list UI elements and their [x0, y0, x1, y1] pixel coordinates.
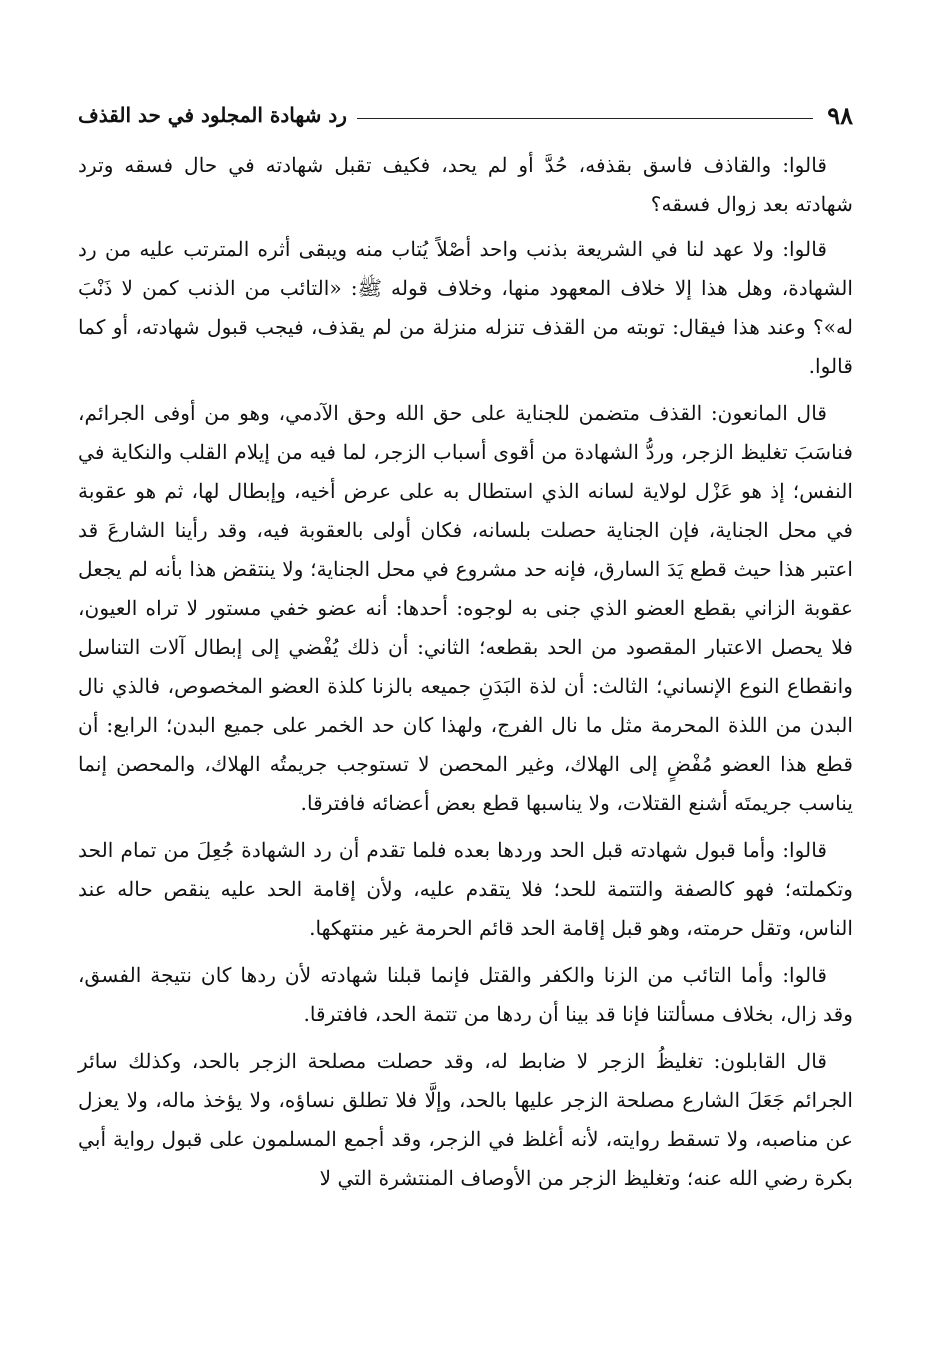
paragraph: قالوا: وأما قبول شهادته قبل الحد وردها بعده فلما تقدم أن رد الشهادة جُعِلَ من تمام الحد وتكملته؛ فهو كالصفة والتتمة للحد؛ فلا يتقدم عليه، ولأن إقامة الحد عليه ينقص حاله عند الناس، وتقل حرمته، وهو قبل إقامة الحد قائم الحرمة غير منتهكها. — [78, 838, 853, 940]
paragraph: قالوا: وأما التائب من الزنا والكفر والقتل فإنما قبلنا شهادته لأن ردها كان نتيجة الفسق، وقد زال، بخلاف مسألتنا فإنا قد بينا أن ردها من تتمة الحد، فافترقا. — [78, 963, 853, 1026]
paragraph: قال المانعون: القذف متضمن للجناية على حق الله وحق الآدمي، وهو من أوفى الجرائم، فناسَبَ تغليظ الزجر، وردُّ الشهادة من أقوى أسباب الزجر، لما فيه من إيلام القلب والنكاية في النفس؛ إذ هو عَزْل لولاية لسانه الذي استطال به على عرض أخيه، وإبطال لها، ثم هو عقوبة في محل الجناية، فإن الجناية حصلت بلسانه، فكان أولى بالعقوبة فيه، وقد رأينا الشارعَ قد اعتبر هذا حيث قطع يَدَ السارق، فإنه حد مشروع في محل الجناية؛ ولا ينتقض هذا بأنه لم يجعل عقوبة الزاني بقطع العضو الذي جنى به لوجوه: أحدها: أنه عضو خفي مستور لا تراه العيون، فلا يحصل الاعتبار المقصود من الحد بقطعه؛ الثاني: أن ذلك يُفْضي إلى إبطال آلات التناسل وانقطاع النوع الإنساني؛ الثالث: أن لذة البَدَنِ جميعه بالزنا كلذة العضو المخصوص، فالذي نال البدن من اللذة المحرمة مثل ما نال الفرج، ولهذا كان حد الخمر على جميع البدن؛ الرابع: أن قطع هذا العضو مُفْضٍ إلى الهلاك، وغير المحصن لا تستوجب جريمتُه الهلاك، والمحصن إنما يناسب جريمتَه أشنع القتلات، ولا يناسبها قطع بعض أعضائه فافترقا. — [78, 401, 853, 815]
running-header — [78, 98, 853, 132]
paragraph: قالوا: ولا عهد لنا في الشريعة بذنب واحد أصْلاً يُتاب منه ويبقى أثره المترتب عليه من رد الشهادة، وهل هذا إلا خلاف المعهود منها، وخلاف قوله ﷺ: «التائب من الذنب كمن لا ذَنْبَ له»؟ وعند هذا فيقال: توبته من القذف تنزله منزلة من لم يقذف، فيجب قبول شهادته، أو كما قالوا. — [78, 237, 853, 378]
header-rule — [357, 118, 813, 119]
running-title: رد شهادة المجلود في حد القذف — [78, 103, 347, 127]
book-page — [78, 98, 853, 1206]
paragraph: قالوا: والقاذف فاسق بقذفه، حُدَّ أو لم يحد، فكيف تقبل شهادته في حال فسقه وترد شهادته بعد زوال فسقه؟ — [78, 153, 853, 216]
paragraph: قال القابلون: تغليظُ الزجر لا ضابط له، وقد حصلت مصلحة الزجر بالحد، وكذلك سائر الجرائم جَعَلَ الشارع مصلحة الزجر عليها بالحد، وإلَّا فلا تطلق نساؤه، ولا يؤخذ ماله، ولا يعزل عن مناصبه، ولا تسقط روايته، لأنه أغلظ في الزجر، وقد أجمع المسلمون على قبول رواية أبي بكرة رضي الله عنه؛ وتغليظ الزجر من الأوصاف المنتشرة التي لا — [78, 1049, 853, 1190]
page-number: ٩٨ — [827, 100, 853, 130]
body-text — [78, 146, 853, 1198]
